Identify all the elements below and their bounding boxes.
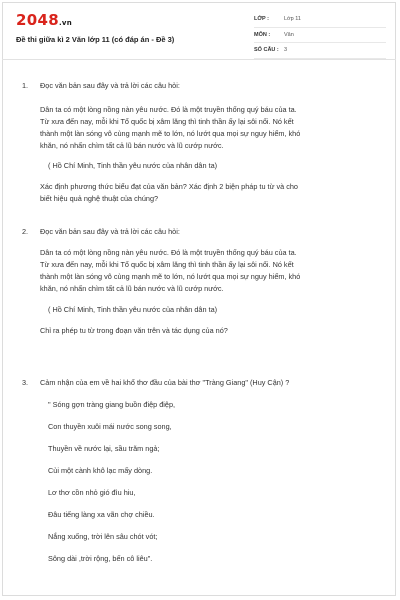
poem-line: Con thuyền xuôi mái nước song song, [48, 422, 172, 431]
logo-main: 2048 [16, 11, 59, 29]
question-number: 2. [22, 227, 29, 236]
poem-line: Đâu tiếng làng xa vãn chợ chiều. [48, 510, 155, 519]
meta-value: Văn [284, 31, 294, 38]
passage-source: ( Hồ Chí Minh, Tinh thần yêu nước của nhân dân ta) [48, 305, 218, 314]
passage-line: Từ xưa đến nay, mỗi khi Tổ quốc bị xâm lăng thì tinh thần ấy lại sôi nổi. Nó kết [40, 260, 294, 269]
poem-line: Thuyền về nước lại, sầu trăm ngả; [48, 444, 160, 453]
passage-line: thành một làn sóng vô cùng mạnh mẽ to lớn, nó lướt qua mọi sự nguy hiểm, khó [40, 129, 301, 138]
document-header [2, 2, 396, 60]
passage-line: Dân ta có một lòng nồng nàn yêu nước. Đó là một truyền thống quý báu của ta. [40, 248, 297, 257]
meta-label: LỚP : [254, 16, 269, 23]
question-prompt: Cảm nhận của em về hai khổ thơ đầu của bài thơ "Tràng Giang" (Huy Cận) ? [40, 378, 290, 387]
question-number: 1. [22, 81, 29, 90]
question-number: 3. [22, 378, 29, 387]
meta-value: 3 [284, 47, 288, 54]
meta-row-class [254, 12, 386, 28]
page-frame [2, 2, 396, 596]
passage-line: khăn, nó nhấn chìm tất cả lũ bán nước và lũ cướp nước. [40, 141, 224, 150]
poem-line: " Sóng gợn tràng giang buồn điệp điệp, [48, 400, 176, 409]
passage-line: Từ xưa đến nay, mỗi khi Tổ quốc bị xâm lăng thì tinh thần ấy lại sôi nổi. Nó kết [40, 117, 294, 126]
passage-line: thành một làn sóng vô cùng mạnh mẽ to lớn, nó lướt qua mọi sự nguy hiểm, khó [40, 272, 301, 281]
meta-row-count [254, 43, 386, 59]
question-task: Chỉ ra phép tu từ trong đoạn văn trên và tác dụng của nó? [40, 326, 228, 335]
question-prompt: Đọc văn bản sau đây và trả lời các câu hỏi: [40, 227, 180, 236]
question-prompt: Đọc văn bản sau đây và trả lời các câu hỏi: [40, 81, 180, 90]
meta-label: MÔN : [254, 31, 271, 38]
meta-value: Lớp 11 [284, 16, 301, 23]
exam-meta [254, 12, 386, 59]
passage-line: Dân ta có một lòng nồng nàn yêu nước. Đó là một truyền thống quý báu của ta. [40, 105, 297, 114]
site-logo[interactable] [16, 11, 72, 29]
poem-line: Củi một cành khô lạc mấy dòng. [48, 466, 153, 475]
poem-line: Lơ thơ cồn nhỏ gió đìu hiu, [48, 488, 136, 497]
question-task: Xác định phương thức biểu đạt của văn bản? Xác định 2 biện pháp tu từ và cho [40, 182, 298, 191]
logo-suffix: .vn [58, 19, 73, 27]
passage-line: khăn, nó nhấn chìm tất cả lũ bán nước và lũ cướp nước. [40, 284, 224, 293]
poem-line: Nắng xuống, trời lên sâu chót vót; [48, 532, 158, 541]
question-task: biết hiệu quả nghệ thuật của chúng? [40, 194, 159, 203]
poem-line: Sông dài ,trời rộng, bến cô liêu". [48, 554, 153, 563]
meta-row-subject [254, 28, 386, 44]
meta-label: SỐ CÂU : [254, 47, 279, 54]
exam-title: Đề thi giữa kì 2 Văn lớp 11 (có đáp án - Đề 3) [16, 35, 175, 44]
passage-source: ( Hồ Chí Minh, Tinh thần yêu nước của nhân dân ta) [48, 161, 218, 170]
